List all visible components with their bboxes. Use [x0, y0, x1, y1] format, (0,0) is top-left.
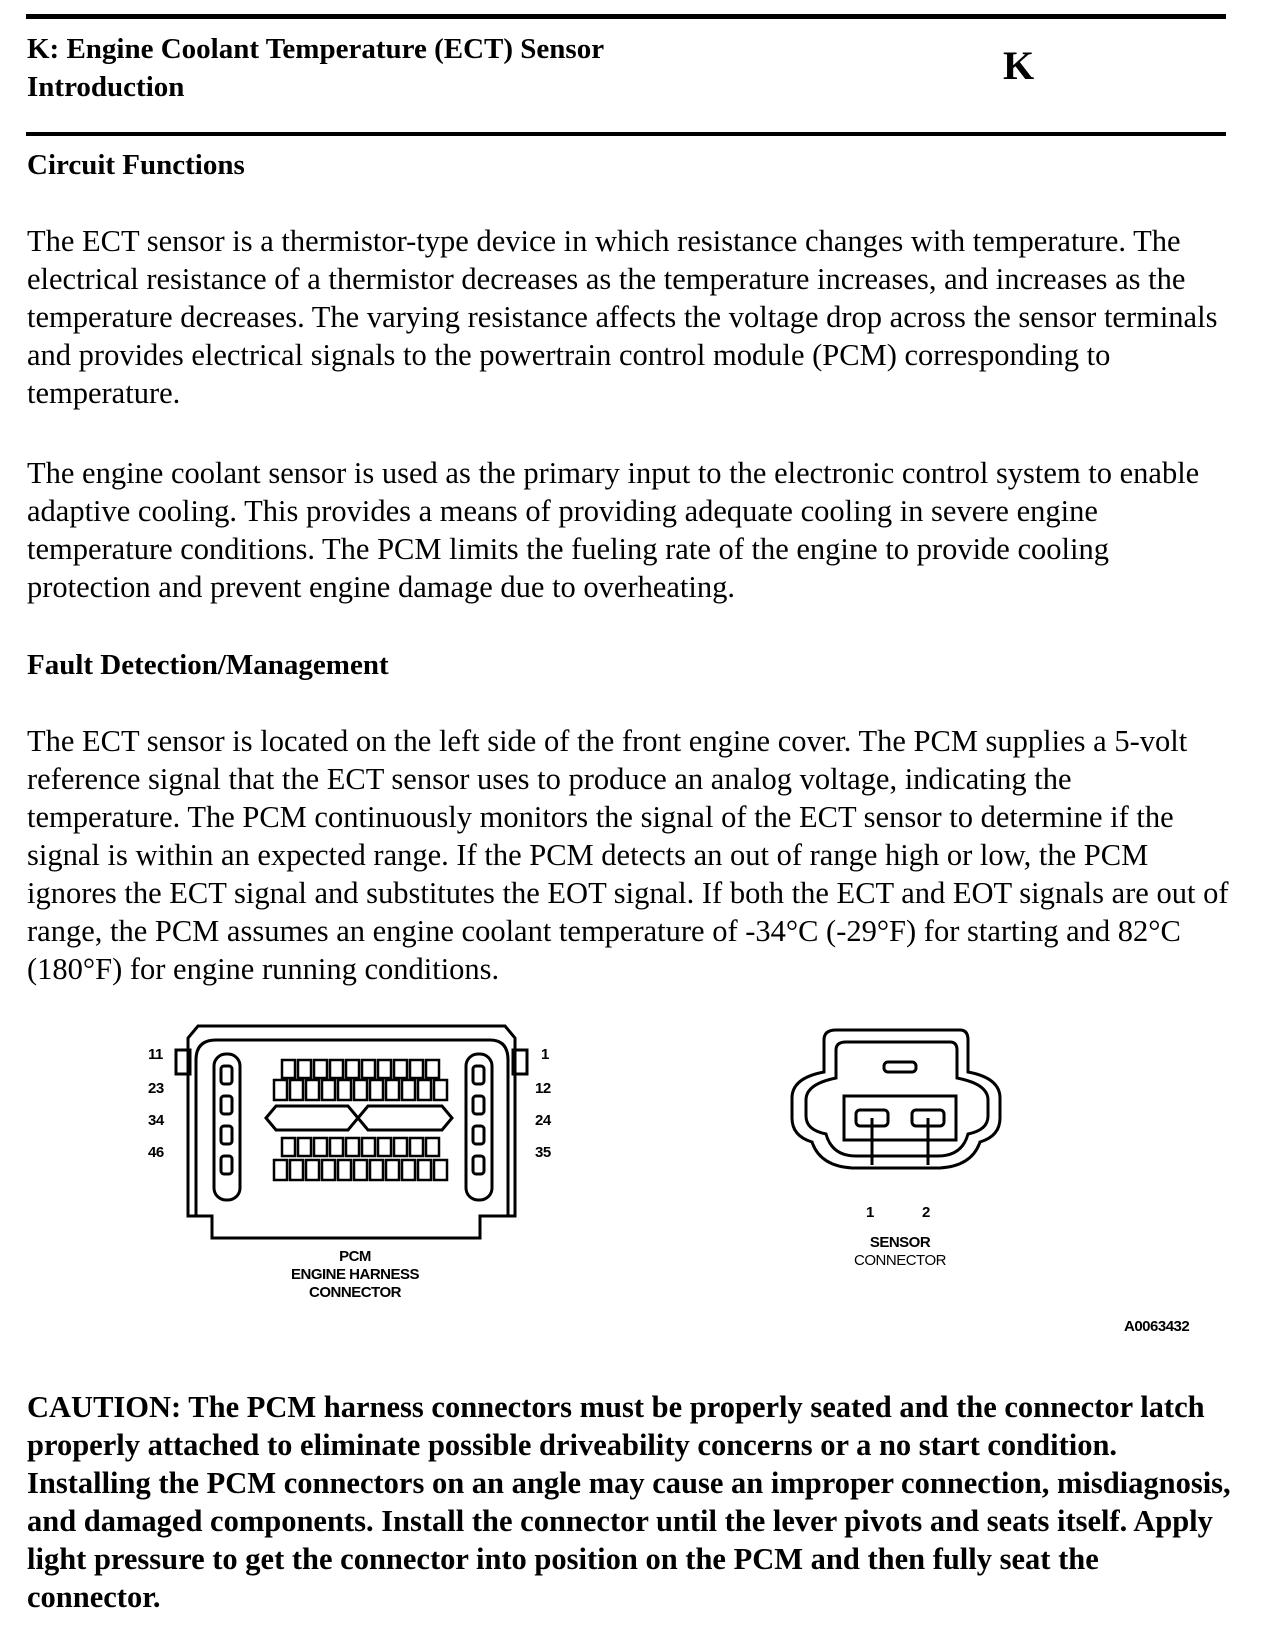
sensor-terminal-housing	[844, 1096, 956, 1140]
circuit-functions-paragraph-1: The ECT sensor is a thermistor-type device in which resistance changes with temperature. The electrical resistance of a thermistor decreases as the temperature increases, and increases as the temperature decreases. The varying resistance affects the voltage drop across the sensor terminals and provides electrical signals to the powertrain control module (PCM) corresponding to temperature.	[27, 224, 1218, 410]
pcm-pin-label-23: 23	[148, 1080, 164, 1097]
sensor-pin-label-1: 1	[866, 1204, 874, 1221]
page-title	[27, 30, 604, 106]
caution-text: CAUTION: The PCM harness connectors must be properly seated and the connector latch properly attached to eliminate possible driveability concerns or a no start condition. Installing the PCM connectors on an angle may cause an improper connection, misdiagnosis, and damaged components. Install the connector until the lever pivots and seats itself. Apply light pressure to get the connector into position on the PCM and then fully seat the connector.	[27, 1390, 1231, 1614]
pcm-pin-label-11: 11	[148, 1046, 163, 1063]
title-line-1: K: Engine Coolant Temperature (ECT) Sensor	[27, 33, 605, 65]
sensor-caption-line-1: SENSOR	[869, 1234, 931, 1251]
pcm-caption-line-2: ENGINE HARNESS	[290, 1266, 420, 1283]
pcm-caption-line-1: PCM	[339, 1248, 371, 1265]
circuit-functions-heading: Circuit Functions	[27, 149, 245, 181]
pcm-upper-pin-row-2	[274, 1080, 447, 1100]
pcm-pin-label-35: 35	[535, 1144, 551, 1161]
pcm-left-latch	[266, 1106, 358, 1130]
fault-detection-heading: Fault Detection/Management	[27, 649, 389, 681]
connector-figure	[0, 1020, 1264, 1360]
pcm-pin-label-46: 46	[148, 1144, 164, 1161]
sensor-connector-outline	[792, 1030, 1000, 1168]
sensor-latch	[884, 1062, 916, 1072]
pcm-pin-label-34: 34	[148, 1112, 164, 1129]
title-line-2: Introduction	[27, 71, 185, 103]
pcm-caption-line-3: CONNECTOR	[309, 1284, 401, 1301]
figure-id: A0063432	[1124, 1318, 1190, 1335]
top-rule	[26, 14, 1226, 19]
circuit-functions-paragraph-2: The engine coolant sensor is used as the primary input to the electronic control system to enable adaptive cooling. This provides a means of providing adequate cooling in severe engine temperature conditions. The PCM limits the fueling rate of the engine to provide cooling protection and prevent engine damage due to overheating.	[27, 456, 1200, 604]
header-rule	[26, 132, 1226, 136]
fault-detection-paragraph: The ECT sensor is located on the left side of the front engine cover. The PCM supplies a 5-volt reference signal that the ECT sensor uses to produce an analog voltage, indicating the temperature. The PCM continuously monitors the signal of the ECT sensor to determine if the signal is within an expected range. If the PCM detects an out of range high or low, the PCM ignores the ECT signal and substitutes the EOT signal. If both the ECT and EOT signals are out of range, the PCM assumes an engine coolant temperature of -34°C (-29°F) for starting and 82°C (180°F) for engine running conditions.	[27, 724, 1229, 986]
sensor-pin-label-2: 2	[922, 1204, 930, 1221]
pcm-connector-inner	[196, 1040, 508, 1216]
section-letter: K	[1003, 43, 1035, 88]
pcm-pin-label-24: 24	[535, 1112, 551, 1129]
pcm-lower-pin-row-1	[282, 1138, 439, 1156]
pcm-pin-label-12: 12	[535, 1080, 551, 1097]
pcm-lower-pin-row-2	[274, 1160, 447, 1180]
pcm-right-latch	[358, 1106, 452, 1130]
pcm-upper-pin-row-1	[282, 1060, 439, 1078]
pcm-pin-label-1: 1	[541, 1046, 549, 1063]
sensor-caption	[820, 1234, 980, 1270]
pcm-caption	[250, 1248, 460, 1302]
connector-diagram	[0, 1020, 1264, 1360]
sensor-caption-line-2: CONNECTOR	[854, 1252, 946, 1269]
